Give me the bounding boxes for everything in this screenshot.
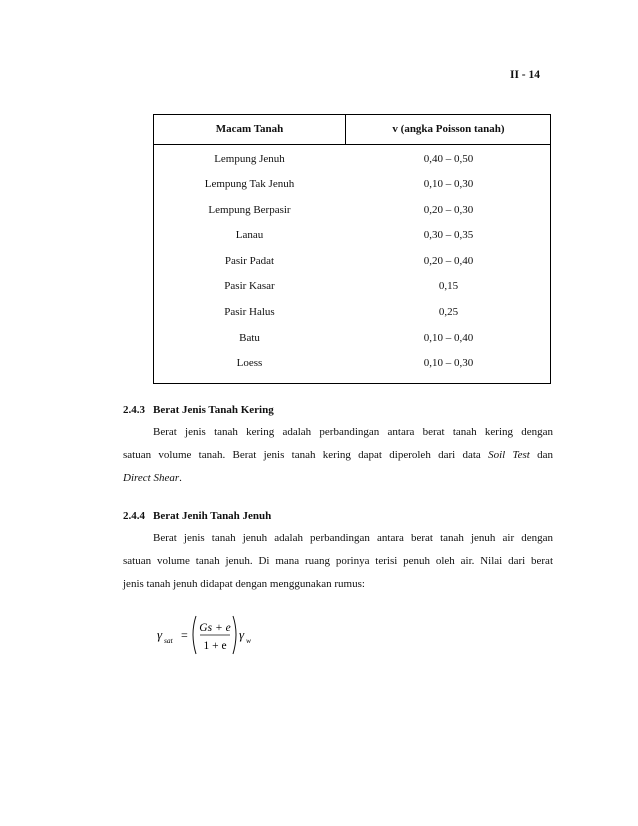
numerator: Gs + e bbox=[199, 622, 231, 634]
sat-subscript: sat bbox=[164, 636, 173, 645]
soil-type-cell: Loess bbox=[236, 357, 263, 369]
paragraph-line: satuan volume tanah. Berat jenis tanah kering dapat diperoleh dari data Soil Test dan bbox=[123, 449, 554, 461]
poisson-value-cell: 0,10 – 0,30 bbox=[423, 178, 474, 190]
table-row bbox=[154, 351, 550, 376]
gamma-symbol: γ bbox=[239, 627, 245, 642]
saturated-unit-weight-formula bbox=[150, 608, 260, 668]
section-243-paragraph bbox=[123, 421, 553, 490]
section-number: 2.4.4 bbox=[123, 510, 145, 522]
equals-sign: = bbox=[181, 628, 188, 642]
paragraph-line: Berat jenis tanah jenuh adalah perbandingan antara berat tanah jenuh air dengan bbox=[153, 532, 553, 544]
table-row bbox=[154, 300, 550, 325]
poisson-value-cell: 0,25 bbox=[438, 306, 459, 318]
direct-shear-term: Direct Shear bbox=[123, 472, 180, 484]
table-header bbox=[154, 115, 550, 145]
denominator: 1 + e bbox=[203, 640, 227, 652]
w-subscript: w bbox=[246, 636, 252, 645]
soil-type-cell: Lanau bbox=[235, 229, 264, 241]
section-244-heading bbox=[123, 509, 553, 523]
soil-type-cell: Pasir Padat bbox=[224, 255, 275, 267]
section-number: 2.4.3 bbox=[123, 404, 145, 416]
section-title: Berat Jenih Tanah Jenuh bbox=[153, 510, 272, 522]
table-row bbox=[154, 172, 550, 197]
table-row bbox=[154, 198, 550, 223]
soil-type-cell: Pasir Kasar bbox=[224, 280, 275, 292]
table-row bbox=[154, 223, 550, 248]
poisson-value-cell: 0,10 – 0,30 bbox=[423, 357, 474, 369]
soil-test-term: Soil Test bbox=[488, 449, 530, 461]
poisson-value-cell: 0,20 – 0,30 bbox=[423, 204, 474, 216]
section-243-heading bbox=[123, 403, 553, 417]
soil-type-cell: Lempung Berpasir bbox=[208, 204, 291, 216]
soil-type-cell: Lempung Tak Jenuh bbox=[204, 178, 295, 190]
section-title: Berat Jenis Tanah Kering bbox=[153, 404, 274, 416]
header-poisson: v (angka Poisson tanah) bbox=[392, 123, 505, 135]
poisson-ratio-table bbox=[153, 114, 551, 384]
page-number: II - 14 bbox=[509, 69, 540, 81]
soil-type-cell: Batu bbox=[239, 332, 260, 344]
table-row bbox=[154, 249, 550, 274]
paragraph-line: satuan volume tanah jenuh. Di mana ruang porinya terisi penuh oleh air. Nilai dari berat bbox=[123, 555, 553, 567]
paragraph-line: jenis tanah jenuh didapat dengan menggunakan rumus: bbox=[123, 578, 365, 590]
table-row bbox=[154, 274, 550, 299]
poisson-value-cell: 0,20 – 0,40 bbox=[423, 255, 474, 267]
soil-type-cell: Lempung Jenuh bbox=[214, 153, 285, 165]
header-soil-type: Macam Tanah bbox=[215, 123, 284, 135]
poisson-value-cell: 0,10 – 0,40 bbox=[423, 332, 474, 344]
poisson-value-cell: 0,15 bbox=[438, 280, 459, 292]
poisson-value-cell: 0,30 – 0,35 bbox=[423, 229, 474, 241]
table-row bbox=[154, 326, 550, 351]
poisson-value-cell: 0,40 – 0,50 bbox=[423, 153, 474, 165]
section-244-paragraph bbox=[123, 527, 553, 596]
paragraph-line: Berat jenis tanah kering adalah perbandingan antara berat tanah kering dengan bbox=[153, 426, 553, 438]
gamma-symbol: γ bbox=[157, 627, 163, 642]
table-row bbox=[154, 147, 550, 172]
left-paren bbox=[193, 616, 196, 654]
soil-type-cell: Pasir Halus bbox=[224, 306, 275, 318]
paragraph-line: Direct Shear. bbox=[123, 472, 182, 484]
right-paren bbox=[233, 616, 236, 654]
